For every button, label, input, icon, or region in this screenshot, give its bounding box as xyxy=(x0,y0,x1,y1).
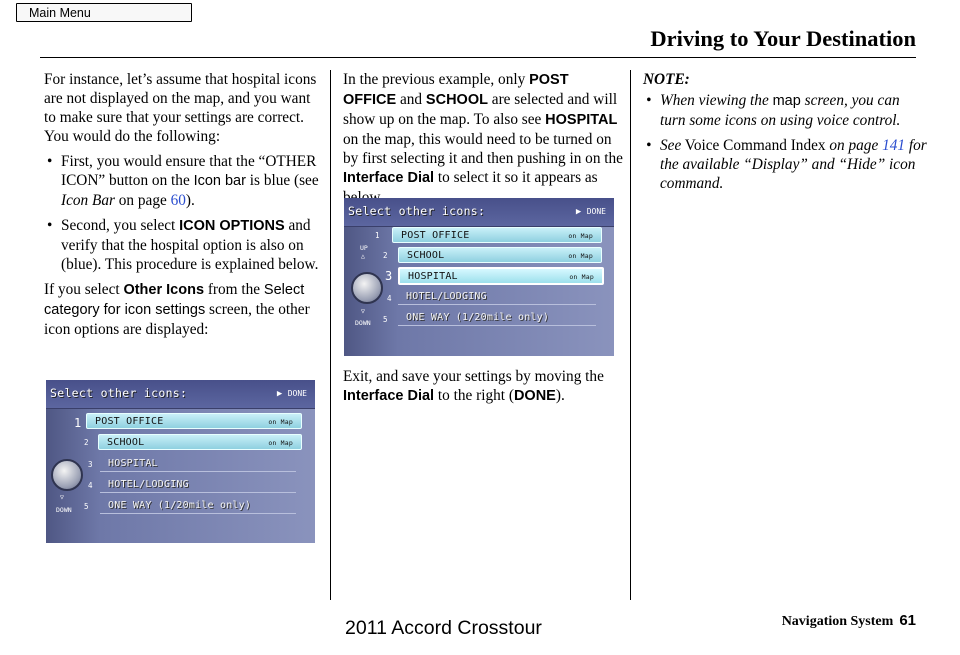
page-footer xyxy=(782,612,916,630)
main-menu-button[interactable]: Main Menu xyxy=(16,3,192,22)
page-link-141[interactable]: 141 xyxy=(882,137,906,154)
item-number: 5 xyxy=(84,502,89,511)
other-icons-paragraph: If you select Other Icons from the Select category for icon settings screen, the other icon options are displayed: xyxy=(44,281,310,338)
column-3 xyxy=(643,70,928,199)
icon-option-post-office[interactable]: POST OFFICE on Map xyxy=(86,413,302,429)
down-label: DOWN xyxy=(355,319,371,327)
section-name: Navigation System xyxy=(781,614,894,629)
icon-option-one-way[interactable]: ONE WAY (1/20mile only) xyxy=(398,310,596,326)
item-number: 2 xyxy=(84,438,89,447)
icon-option-hotel-lodging[interactable]: HOTEL/LODGING xyxy=(398,289,596,305)
item-number: 4 xyxy=(387,294,392,303)
icon-option-hospital[interactable]: HOSPITAL on Map xyxy=(398,267,604,285)
icon-option-one-way[interactable]: ONE WAY (1/20mile only) xyxy=(100,498,296,514)
note-voice-command-index: • See Voice Command Index on page 141 for the available “Display” and “Hide” icon command. xyxy=(643,136,928,193)
icon-option-school[interactable]: SCHOOL on Map xyxy=(98,434,302,450)
screen-header xyxy=(344,198,614,227)
column-1 xyxy=(44,70,324,345)
icon-list-panel xyxy=(46,409,315,543)
down-arrow-icon: ▽ xyxy=(361,307,365,315)
up-arrow-icon: △ xyxy=(361,252,365,260)
item-number: 5 xyxy=(383,315,388,324)
interface-dial-icon[interactable] xyxy=(351,272,383,304)
column-divider xyxy=(630,70,631,600)
exit-paragraph: Exit, and save your settings by moving the Interface Dial to the right (DONE). xyxy=(343,368,604,404)
column-2 xyxy=(343,70,623,213)
icon-option-hospital[interactable]: HOSPITAL xyxy=(100,456,296,472)
item-number: 2 xyxy=(383,251,388,260)
item-number: 1 xyxy=(74,416,82,430)
note-voice-control: • When viewing the map screen, you can turn some icons on using voice control. xyxy=(643,91,928,130)
select-other-icons-screen-before xyxy=(46,380,315,543)
item-number: 3 xyxy=(385,269,393,283)
item-number: 1 xyxy=(375,231,380,240)
icon-option-hotel-lodging[interactable]: HOTEL/LODGING xyxy=(100,477,296,493)
header-rule xyxy=(40,57,916,58)
screen-title: Select other icons: xyxy=(348,204,486,218)
page-number: 61 xyxy=(899,612,916,629)
example-paragraph: In the previous example, only POST OFFICE and SCHOOL are selected and will show up on the map. To also see HOSPITAL on the map, this would need to be turned on by first selecting it and then pushing in on the Interface Dial to select it so it appears as xyxy=(343,71,623,186)
item-number: 4 xyxy=(88,481,93,490)
icon-option-school[interactable]: SCHOOL on Map xyxy=(398,247,602,263)
icon-list-panel xyxy=(344,227,614,356)
intro-paragraph: For instance, let’s assume that hospital icons are not displayed on the map, and you want to make sure that your settings are correct. You would do the following: xyxy=(44,71,317,145)
column-divider xyxy=(330,70,331,600)
page-link-60[interactable]: 60 xyxy=(170,192,186,209)
down-label: DOWN xyxy=(56,506,72,514)
note-heading: NOTE: xyxy=(643,71,690,88)
done-button[interactable]: ▶ DONE xyxy=(277,389,307,399)
icon-option-post-office[interactable]: POST OFFICE on Map xyxy=(392,227,602,243)
up-label: UP xyxy=(360,244,368,252)
interface-dial-icon[interactable] xyxy=(51,459,83,491)
item-number: 3 xyxy=(88,460,93,469)
page-title: Driving to Your Destination xyxy=(650,26,916,51)
screen-header xyxy=(46,380,315,409)
bullet-icon-bar: • First, you would ensure that the “OTHER ICON” button on the Icon bar is blue (see Icon Bar on page 60). xyxy=(44,152,324,210)
screen-title: Select other icons: xyxy=(50,386,188,400)
done-button[interactable]: ▶ DONE xyxy=(576,207,606,217)
down-arrow-icon: ▽ xyxy=(60,493,64,501)
watermark-text: 2011 Accord Crosstour xyxy=(345,617,542,639)
select-other-icons-screen-after xyxy=(344,198,614,356)
bullet-icon-options: • Second, you select ICON OPTIONS and verify that the hospital option is also on (blue). This procedure is explained below. xyxy=(44,216,324,274)
exit-paragraph-wrap xyxy=(343,367,623,412)
